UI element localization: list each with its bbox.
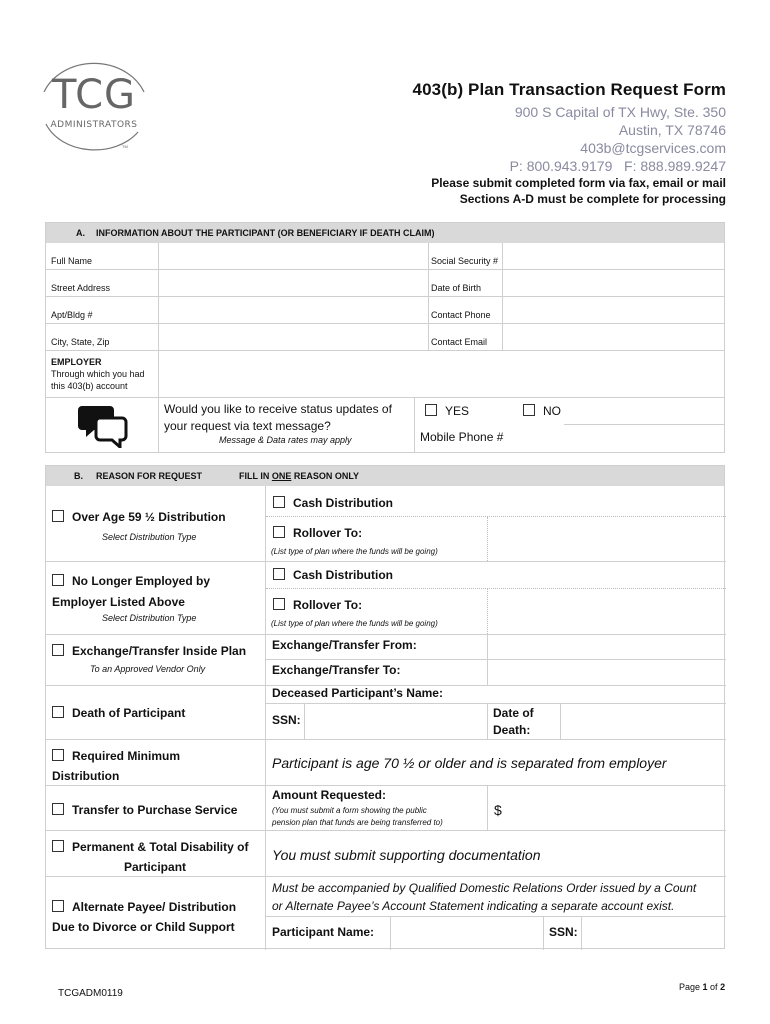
logo-main-text: TCG [51,72,136,118]
r2-rollover-note: (List type of plan where the funds will be going) [271,619,438,628]
dob-field[interactable] [503,270,725,297]
section-a-header [46,223,724,243]
reason-no-longer-employed-option[interactable]: No Longer Employed by [52,574,210,588]
r1-rollover-field[interactable] [488,517,726,561]
ssn-field[interactable] [503,243,725,270]
chat-bubbles-icon [78,402,128,448]
street-address-field[interactable] [159,270,429,297]
exchange-to-label: Exchange/Transfer To: [272,663,401,677]
payee-ssn-label: SSN: [549,925,578,939]
sms-question-1: Would you like to receive status updates of [164,402,392,416]
r1-rollover-checkbox[interactable] [273,526,285,538]
sms-yes-option[interactable]: YES [425,404,469,418]
over-59-sub: Select Distribution Type [102,532,197,542]
reason-rmd-option[interactable]: Required Minimum [52,749,180,763]
no-longer-employed-title-2: Employer Listed Above [52,595,185,609]
amount-note: (You must submit a form showing the public pension plan that funds are being transferred to) [272,806,443,827]
exchange-from-label: Exchange/Transfer From: [272,638,417,652]
exchange-to-field[interactable] [487,660,726,685]
reason-over-59-option[interactable]: Over Age 59 ½ Distribution [52,510,226,524]
section-b-letter: B. [74,471,83,481]
city-state-zip-label: City, State, Zip [51,337,110,347]
death-checkbox[interactable] [52,706,64,718]
deceased-name-label: Deceased Participant’s Name: [272,686,443,700]
no-checkbox[interactable] [523,404,535,416]
section-b-title: REASON FOR REQUEST [96,471,203,481]
rmd-checkbox[interactable] [52,749,64,761]
date-of-death-field[interactable] [560,704,726,739]
tcg-logo [38,52,150,156]
reason-death-option[interactable]: Death of Participant [52,706,185,720]
exchange-from-field[interactable] [487,635,726,659]
amount-label: Amount Requested: [272,788,386,802]
section-b [45,465,725,949]
contact-phone-field[interactable] [503,297,725,324]
r2-rollover-field[interactable] [488,589,726,634]
exchange-checkbox[interactable] [52,644,64,656]
full-name-field[interactable] [159,243,429,270]
payee-ssn-field[interactable] [581,917,726,950]
apt-field[interactable] [159,297,429,324]
reason-disability-option[interactable]: Permanent & Total Disability of [52,840,248,854]
participant-name-field[interactable] [390,917,543,950]
street-address-label: Street Address [51,283,111,293]
sections-note: Sections A-D must be complete for processing [459,192,726,206]
sms-question-2: your request via text message? [164,419,331,433]
mobile-phone-field[interactable] [564,424,725,452]
ssn-label: Social Security # [431,256,499,266]
over-59-checkbox[interactable] [52,510,64,522]
contact-email-field[interactable] [503,324,725,351]
date-of-death-label: Date of Death: [493,706,534,737]
alternate-payee-title-2: Due to Divorce or Child Support [52,920,235,934]
reason-exchange-option[interactable]: Exchange/Transfer Inside Plan [52,644,246,658]
form-header [413,80,726,207]
purchase-service-checkbox[interactable] [52,803,64,815]
disability-title-2: Participant [124,860,187,874]
sms-no-option[interactable]: NO [523,404,561,418]
death-ssn-field[interactable] [304,704,487,739]
r2-rollover-option[interactable]: Rollover To: [273,598,362,612]
r2-cash-option[interactable]: Cash Distribution [273,568,393,582]
page-number: Page 1 of 2 [679,982,726,992]
exchange-sub: To an Approved Vendor Only [90,664,206,674]
rmd-title-2: Distribution [52,769,120,783]
section-b-header [46,466,724,486]
sms-note: Message & Data rates may apply [219,435,352,445]
section-a [45,222,725,453]
alternate-payee-checkbox[interactable] [52,900,64,912]
address-line-2: Austin, TX 78746 [618,122,726,138]
amount-field[interactable] [487,786,726,830]
contact-phones: P: 800.943.9179 F: 888.989.9247 [509,158,726,174]
employer-label: EMPLOYER [51,357,102,367]
employer-sub-1: Through which you had [51,369,145,379]
r1-cash-option[interactable]: Cash Distribution [273,496,393,510]
reason-alternate-payee-option[interactable]: Alternate Payee/ Distribution [52,900,236,914]
address-line-1: 900 S Capital of TX Hwy, Ste. 350 [514,104,726,120]
form-code: TCGADM0119 [58,988,123,999]
death-ssn-label: SSN: [272,713,301,727]
contact-email-label: Contact Email [431,337,488,347]
yes-checkbox[interactable] [425,404,437,416]
employer-field[interactable] [159,351,725,398]
r1-rollover-note: (List type of plan where the funds will be going) [271,547,438,556]
apt-label: Apt/Bldg # [51,310,93,320]
city-state-zip-field[interactable] [159,324,429,351]
section-a-letter: A. [76,228,85,238]
disability-note: You must submit supporting documentation [272,847,541,863]
logo-sub-text: ADMINISTRATORS [50,120,138,130]
full-name-label: Full Name [51,256,93,266]
r1-cash-checkbox[interactable] [273,496,285,508]
section-a-title: INFORMATION ABOUT THE PARTICIPANT (OR BENEFICIARY IF DEATH CLAIM) [96,228,435,238]
dob-label: Date of Birth [431,283,482,293]
form-title: 403(b) Plan Transaction Request Form [412,80,726,99]
r2-cash-checkbox[interactable] [273,568,285,580]
logo-tm: TM [122,144,128,149]
no-longer-employed-sub: Select Distribution Type [102,613,197,623]
dollar-sign: $ [494,802,502,818]
disability-checkbox[interactable] [52,840,64,852]
rmd-note: Participant is age 70 ½ or older and is separated from employer [272,755,667,771]
reason-purchase-service-option[interactable]: Transfer to Purchase Service [52,803,237,817]
r2-rollover-checkbox[interactable] [273,598,285,610]
contact-email-address: 403b@tcgservices.com [580,140,726,156]
fill-one-reason: FILL IN ONE REASON ONLY [239,471,360,481]
submit-note: Please submit completed form via fax, email or mail [431,176,726,190]
r1-rollover-option[interactable]: Rollover To: [273,526,362,540]
no-longer-employed-checkbox[interactable] [52,574,64,586]
contact-phone-label: Contact Phone [431,310,491,320]
employer-sub-2: this 403(b) account [51,381,128,391]
participant-name-label: Participant Name: [272,925,375,939]
alternate-payee-note: Must be accompanied by Qualified Domestic Relations Order issued by a Count or Alternate Payee’s Account Statement indicating a separate account exist. [272,881,697,913]
mobile-phone-label: Mobile Phone # [420,430,504,444]
